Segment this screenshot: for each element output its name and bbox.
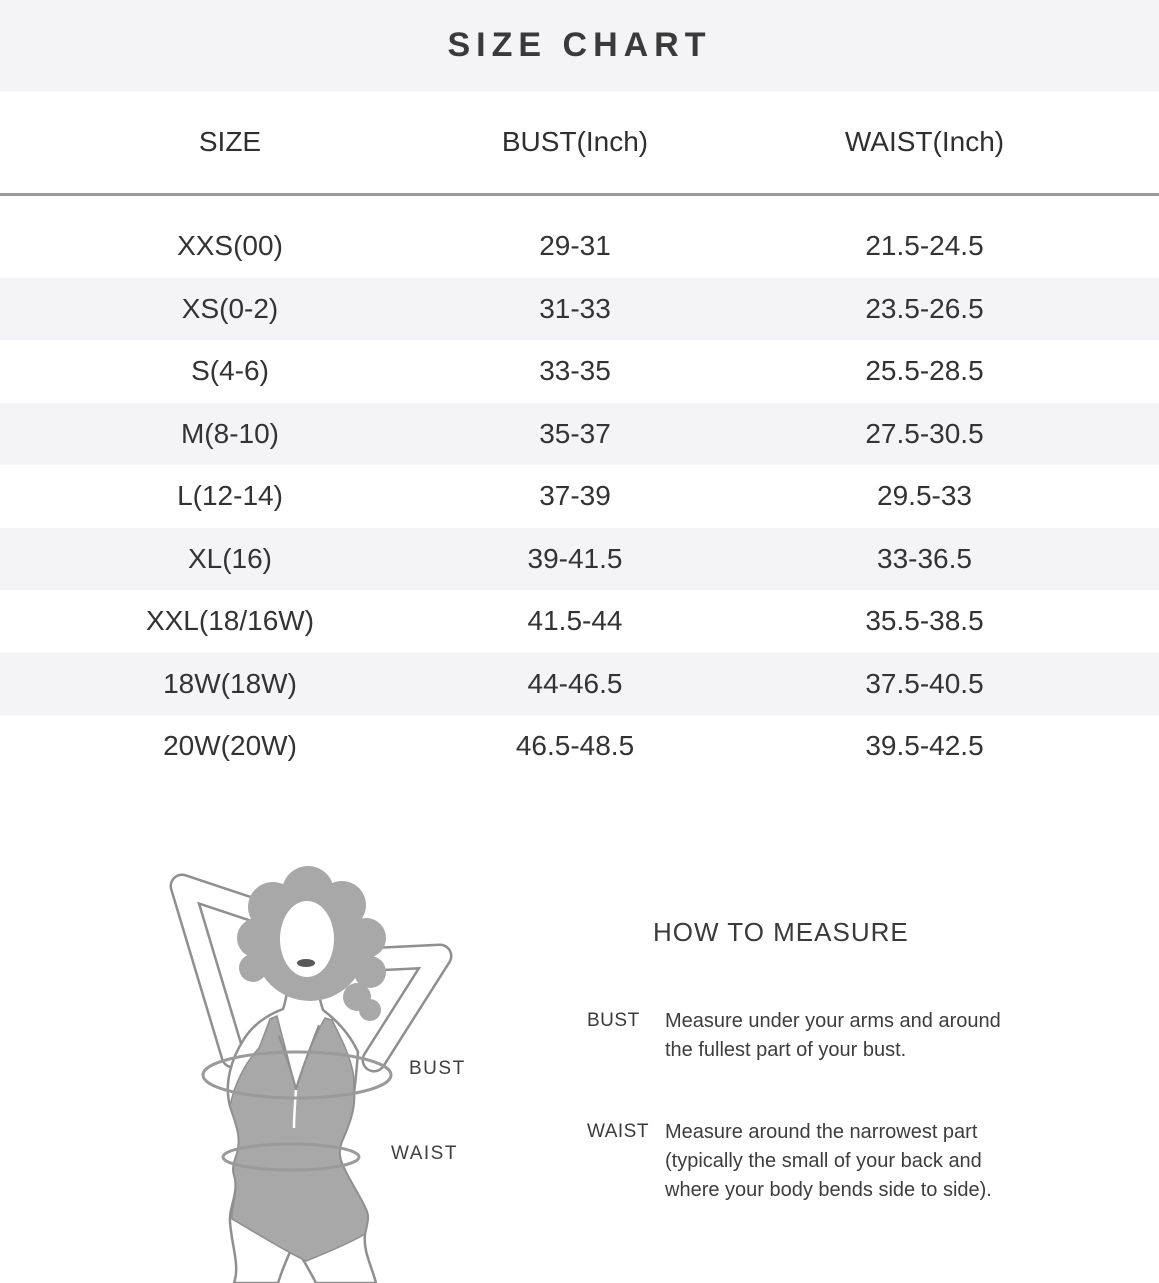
bust-cell: 29-31 [539, 230, 611, 262]
column-header-size: SIZE [198, 126, 262, 157]
bust-cell: 44-46.5 [527, 667, 623, 699]
table-row [0, 403, 1159, 466]
lips [297, 959, 315, 967]
column-header-waist: WAIST(Inch) [844, 126, 1005, 157]
waist-cell: 21.5-24.5 [865, 230, 984, 262]
table-row [0, 465, 1159, 528]
table-row [0, 215, 1159, 278]
waist-cell: 33-36.5 [877, 542, 972, 574]
size-cell: M(8-10) [180, 417, 279, 449]
size-cell: S(4-6) [191, 355, 269, 387]
size-cell: XS(0-2) [181, 292, 279, 324]
measure-item-waist [587, 1118, 1021, 1205]
measure-item-bust [587, 1007, 1021, 1065]
bust-cell: 39-41.5 [527, 542, 623, 574]
bust-cell: 35-37 [539, 417, 611, 449]
table-row [0, 715, 1159, 778]
waist-cell: 25.5-28.5 [865, 355, 984, 387]
size-cell: 20W(20W) [163, 730, 297, 762]
header-divider [0, 193, 1159, 196]
table-row [0, 340, 1159, 403]
waist-cell: 37.5-40.5 [865, 667, 984, 699]
measure-item-label: WAIST [587, 1121, 649, 1142]
page-title: SIZE CHART [447, 26, 712, 64]
figure-waist-label: WAIST [391, 1143, 458, 1164]
table-row [0, 653, 1159, 716]
waist-cell: 27.5-30.5 [865, 417, 984, 449]
bust-cell: 33-35 [539, 355, 611, 387]
size-cell: L(12-14) [177, 480, 283, 512]
waist-cell: 29.5-33 [877, 480, 972, 512]
size-table [0, 215, 1159, 778]
waist-cell: 35.5-38.5 [865, 605, 984, 637]
bust-cell: 46.5-48.5 [515, 730, 635, 762]
table-row [0, 278, 1159, 341]
bust-cell: 31-33 [539, 292, 611, 324]
size-cell: XXS(00) [177, 230, 283, 262]
size-cell: 18W(18W) [163, 667, 297, 699]
table-row [0, 590, 1159, 653]
bust-cell: 37-39 [539, 480, 611, 512]
column-header-bust: BUST(Inch) [501, 126, 649, 157]
measure-item-label: BUST [587, 1010, 640, 1031]
size-cell: XL(16) [187, 542, 273, 574]
measurement-figure-illustration [120, 860, 540, 1283]
bust-cell: 41.5-44 [527, 605, 623, 637]
measure-item-text: Measure under your arms and around the fullest part of your bust. [665, 1010, 1001, 1061]
waist-cell: 23.5-26.5 [865, 292, 984, 324]
waist-cell: 39.5-42.5 [865, 730, 984, 762]
table-row [0, 528, 1159, 591]
measure-item-text: Measure around the narrowest part (typically the small of your back and where your body bends side to side). [665, 1121, 992, 1201]
how-to-measure-heading: HOW TO MEASURE [653, 917, 909, 947]
title-band [0, 0, 1159, 91]
size-cell: XXL(18/16W) [145, 605, 315, 637]
table-header-row [0, 91, 1159, 193]
figure-bust-label: BUST [409, 1058, 466, 1079]
